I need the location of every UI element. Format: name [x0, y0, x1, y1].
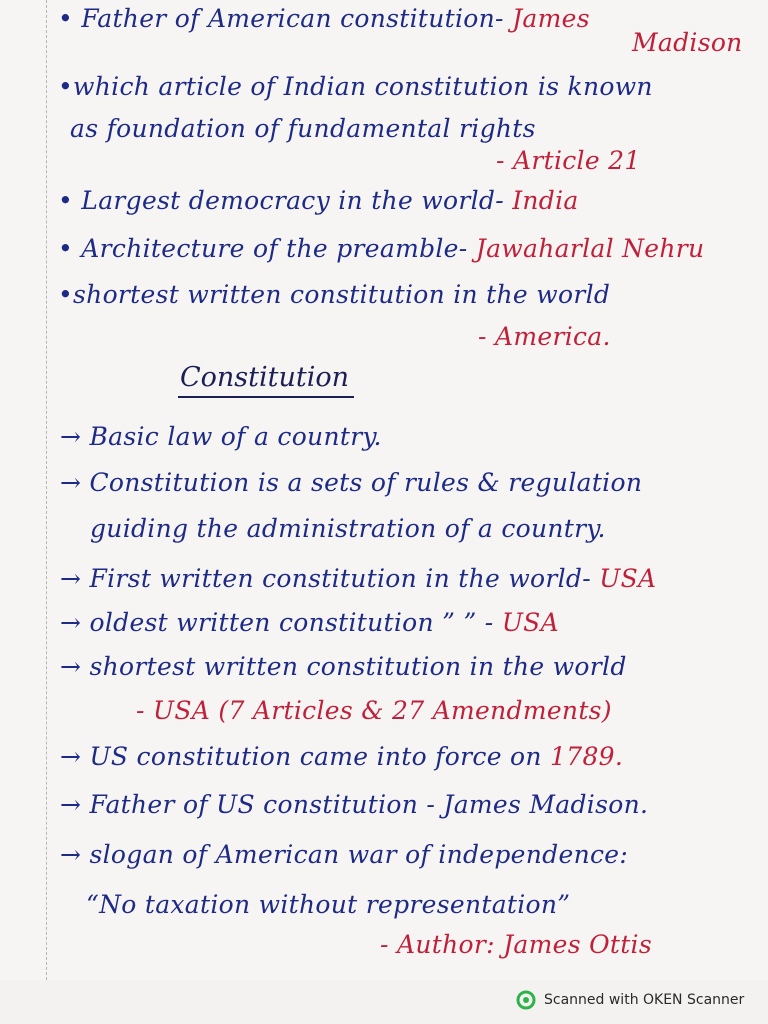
note-oldest-written: → oldest written constitution ” ” - USA: [60, 608, 559, 637]
scanner-watermark-text: Scanned with OKEN Scanner: [544, 992, 745, 1008]
note-shortest-constitution: •shortest written constitution in the world: [58, 280, 611, 309]
note-father-american-constitution: • Father of American constitution- James: [58, 4, 590, 33]
answer-usa-first: USA: [599, 564, 657, 593]
answer-usa-oldest: USA: [501, 608, 559, 637]
note-slogan: → slogan of American war of independence:: [60, 840, 629, 869]
note-slogan-quote: “No taxation without representation”: [86, 890, 571, 919]
note-preamble-architect: • Architecture of the preamble- Jawaharlal Nehru: [58, 234, 705, 263]
note-first-written: → First written constitution in the world- USA: [60, 564, 657, 593]
scanner-watermark: [516, 990, 744, 1010]
section-heading-constitution: Constitution: [180, 362, 350, 393]
heading-underline: [178, 396, 354, 398]
answer-1789: 1789.: [550, 742, 624, 771]
note-largest-democracy: • Largest democracy in the world- India: [58, 186, 579, 215]
answer-usa-articles: - USA (7 Articles & 27 Amendments): [136, 696, 612, 725]
note-us-constitution-force: → US constitution came into force on 1789.: [60, 742, 624, 771]
answer-india: India: [512, 186, 579, 215]
answer-james: James: [512, 4, 590, 33]
note-father-us-constitution: → Father of US constitution - James Madison.: [60, 790, 649, 819]
answer-nehru: Jawaharlal Nehru: [475, 234, 705, 263]
answer-author: - Author: James Ottis: [380, 930, 652, 959]
note-constitution-definition-cont: guiding the administration of a country.: [90, 514, 606, 543]
answer-article-21: - Article 21: [496, 146, 641, 175]
note-basic-law: → Basic law of a country.: [60, 422, 382, 451]
margin-line: [46, 0, 47, 980]
note-constitution-definition: → Constitution is a sets of rules & regulation: [60, 468, 643, 497]
oken-scanner-logo-icon: [516, 990, 536, 1010]
note-article-question: •which article of Indian constitution is known: [58, 72, 653, 101]
note-article-question-cont: as foundation of fundamental rights: [70, 114, 536, 143]
answer-america: - America.: [478, 322, 611, 351]
note-shortest-written: → shortest written constitution in the world: [60, 652, 627, 681]
answer-madison: Madison: [632, 28, 743, 57]
